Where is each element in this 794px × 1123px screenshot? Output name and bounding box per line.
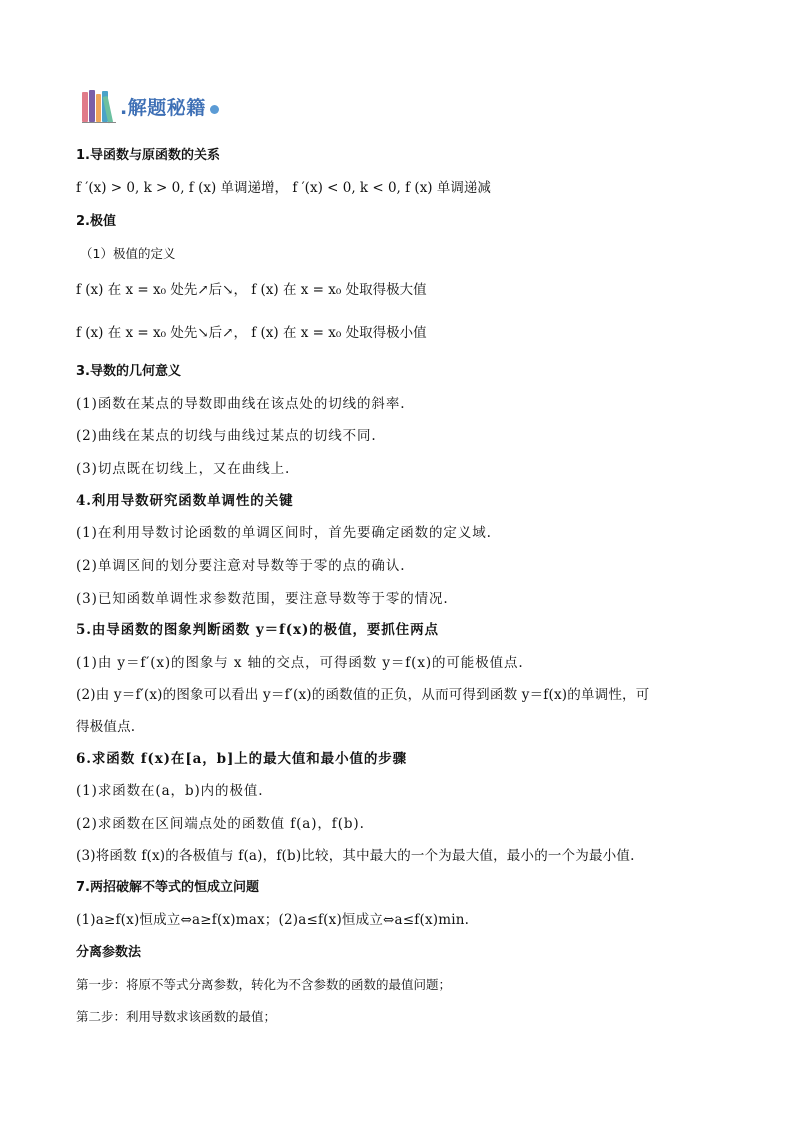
heading-1: 1.导函数与原函数的关系: [76, 148, 220, 163]
step-2: 第二步：利用导数求该函数的最值；: [76, 1009, 277, 1024]
text-7-1: (1)a≥f(x)恒成立⇔a≥f(x)max；(2)a≤f(x)恒成立⇔a≤f(x)min.: [76, 912, 470, 928]
books-icon: [80, 88, 118, 124]
heading-4: 4.利用导数研究函数单调性的关键: [76, 493, 294, 509]
local-max-rule: f (x) 在 x = x₀ 处先↗后↘， f (x) 在 x = x₀ 处取得极大值: [76, 282, 427, 298]
text-5-2-continued: 得极值点.: [76, 719, 136, 735]
text-6-2: (2)求函数在区间端点处的函数值 f(a)，f(b).: [76, 816, 365, 832]
heading-2: 2.极值: [76, 214, 116, 229]
text-4-2: (2)单调区间的划分要注意对导数等于零的点的确认.: [76, 558, 406, 574]
title-dot: [210, 105, 219, 114]
local-min-rule: f (x) 在 x = x₀ 处先↘后↗， f (x) 在 x = x₀ 处取得极小值: [76, 325, 427, 341]
subheading-separation-method: 分离参数法: [76, 945, 142, 960]
subheading-extremum-definition: （1）极值的定义: [80, 246, 176, 261]
text-4-1: (1)在利用导数讨论函数的单调区间时，首先要确定函数的定义域.: [76, 525, 492, 541]
heading-6: 6.求函数 f(x)在[a，b]上的最大值和最小值的步骤: [76, 751, 408, 767]
derivative-monotonic-rule: f ′(x) > 0, k > 0, f (x) 单调递增， f ′(x) < 0, k < 0, f (x) 单调递减: [76, 180, 491, 196]
section-header: [80, 86, 219, 126]
text-5-2: (2)由 y＝f′(x)的图象可以看出 y＝f′(x)的函数值的正负，从而可得到函数 y＝f(x)的单调性，可: [76, 687, 650, 703]
text-6-3: (3)将函数 f(x)的各极值与 f(a)，f(b)比较，其中最大的一个为最大值，最小的一个为最小值.: [76, 848, 635, 864]
text-4-3: (3)已知函数单调性求参数范围，要注意导数等于零的情况.: [76, 591, 449, 607]
text-3-3: (3)切点既在切线上，又在曲线上.: [76, 461, 291, 477]
heading-5: 5.由导函数的图象判断函数 y＝f(x)的极值，要抓住两点: [76, 622, 439, 638]
text-3-1: (1)函数在某点的导数即曲线在该点处的切线的斜率.: [76, 396, 406, 412]
text-5-1: (1)由 y＝f′(x)的图象与 x 轴的交点，可得函数 y＝f(x)的可能极值点.: [76, 655, 524, 671]
text-6-1: (1)求函数在(a，b)内的极值.: [76, 783, 264, 799]
section-title: .解题秘籍: [120, 96, 206, 119]
step-1: 第一步：将原不等式分离参数，转化为不含参数的函数的最值问题；: [76, 977, 452, 992]
heading-7: 7.两招破解不等式的恒成立问题: [76, 880, 259, 895]
heading-3: 3.导数的几何意义: [76, 364, 181, 379]
text-3-2: (2)曲线在某点的切线与曲线过某点的切线不同.: [76, 428, 377, 444]
